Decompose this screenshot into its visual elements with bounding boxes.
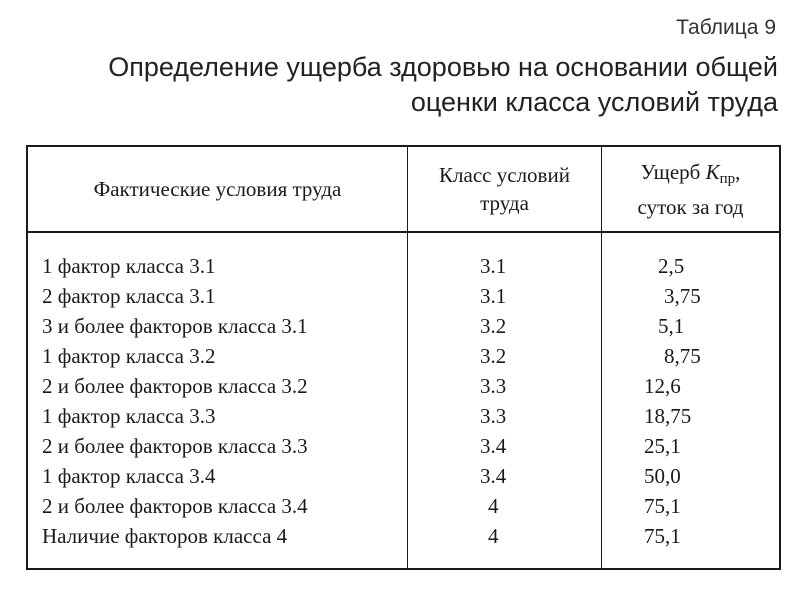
cell-damage: 12,6 [644,374,681,398]
caption-line-1: Определение ущерба здоровью на основании общей [108,52,778,82]
cell-class: 4 [488,494,499,518]
cell-class: 3.3 [480,404,507,428]
cell-factor: 3 и более факторов класса 3.1 [42,314,308,338]
cell-damage: 8,75 [664,344,701,368]
cell-factor: 2 фактор класса 3.1 [42,284,216,308]
cell-damage: 75,1 [644,524,681,548]
cell-class: 3.2 [480,314,507,338]
table-body [28,251,779,551]
cell-factor: 2 и более факторов класса 3.3 [42,434,308,458]
cell-factor: Наличие факторов класса 4 [42,524,288,548]
table-row [28,251,779,281]
table-caption [18,50,778,120]
cell-factor: 2 и более факторов класса 3.2 [42,374,308,398]
caption-line-2: оценки класса условий труда [410,87,778,117]
cell-class: 3.2 [480,344,507,368]
cell-factor: 1 фактор класса 3.2 [42,344,216,368]
header-actual-conditions: Фактические условия труда [93,177,342,201]
table-row [28,311,779,341]
cell-class: 3.4 [480,464,507,488]
cell-class: 3.4 [480,434,507,458]
table-row [28,281,779,311]
table-row [28,341,779,371]
cell-damage: 50,0 [644,464,681,488]
table-number: Таблица 9 [676,16,776,39]
cell-factor: 2 и более факторов класса 3.4 [42,494,308,518]
cell-class: 3.1 [480,254,507,278]
cell-damage: 5,1 [658,314,685,338]
cell-class: 3.3 [480,374,507,398]
cell-class: 3.1 [480,284,507,308]
table-row [28,401,779,431]
table-row [28,521,779,551]
table-header [28,147,779,233]
table-row [28,431,779,461]
cell-factor: 1 фактор класса 3.3 [42,404,216,428]
table-row [28,371,779,401]
cell-class: 4 [488,524,499,548]
cell-damage: 3,75 [664,284,701,308]
cell-damage: 75,1 [644,494,681,518]
cell-damage: 2,5 [658,254,685,278]
cell-factor: 1 фактор класса 3.1 [42,254,216,278]
table-row [28,461,779,491]
cell-damage: 25,1 [644,434,681,458]
header-work-class: Класс условий труда [439,163,570,215]
header-damage: Ущерб $K_{пр}$, суток за год [637,159,744,219]
data-table [26,145,781,570]
cell-damage: 18,75 [644,404,692,428]
cell-factor: 1 фактор класса 3.4 [42,464,216,488]
table-row [28,491,779,521]
